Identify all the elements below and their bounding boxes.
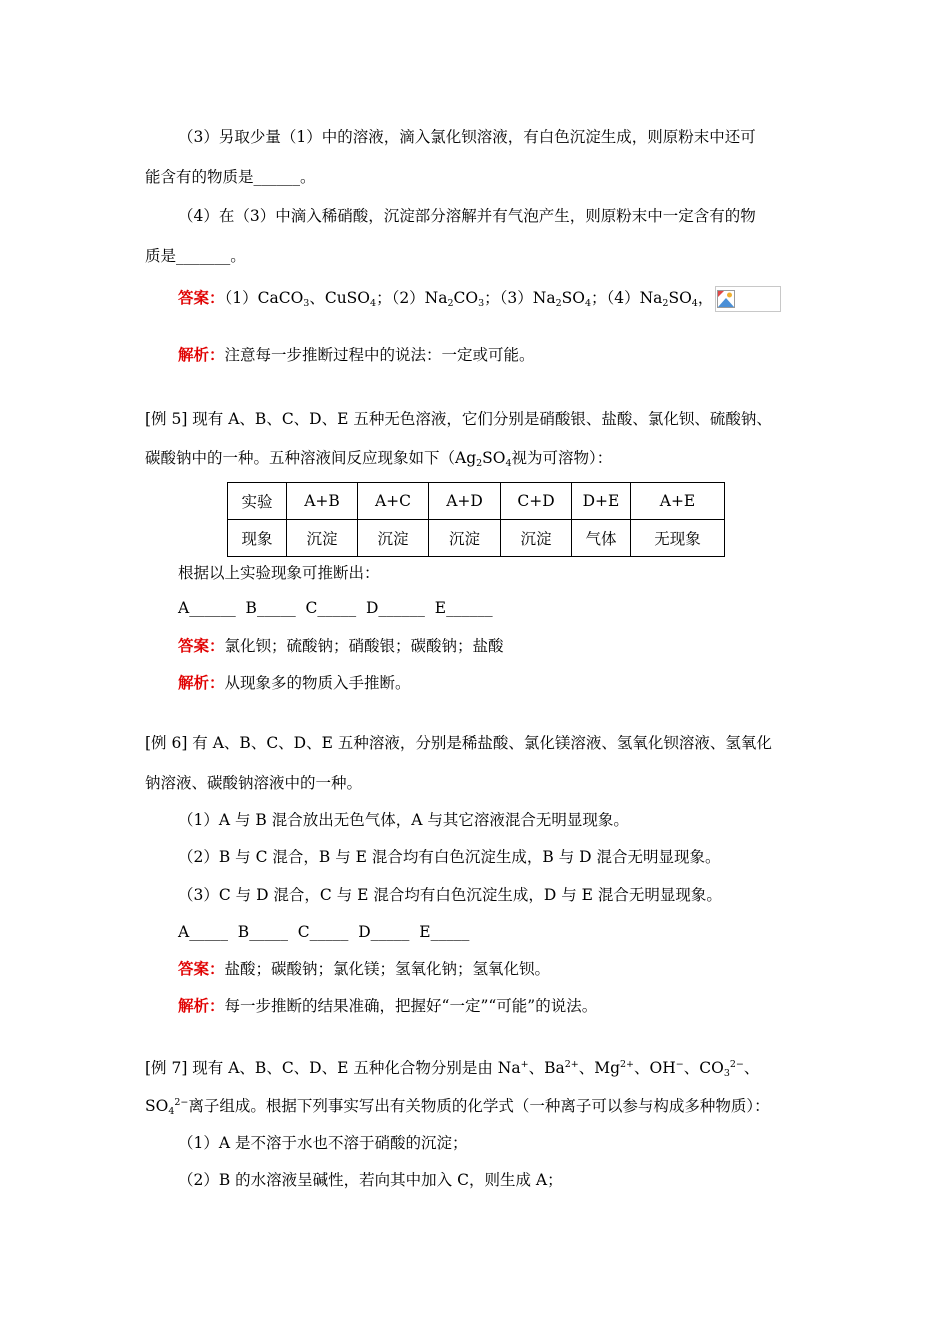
- analysis-text: 从现象多的物质入手推断。: [224, 674, 411, 692]
- superscript: 2−: [729, 1059, 744, 1070]
- table-cell: C+D: [501, 483, 572, 520]
- example-5-line-1: [例 5] 现有 A、B、C、D、E 五种无色溶液，它们分别是硝酸银、盐酸、氯化钡、硫酸钠、: [145, 410, 772, 428]
- subscript: 3: [303, 298, 310, 309]
- answer-6-line: [178, 959, 550, 979]
- table-cell: 沉淀: [287, 520, 358, 557]
- answer-text: SO: [561, 289, 585, 307]
- answer-text: 氯化钡；硫酸钠；硝酸银；碳酸钠；盐酸: [224, 637, 504, 655]
- table-cell: 无现象: [631, 520, 725, 557]
- q4-line-2: 质是_______。: [145, 247, 246, 265]
- analysis-label: 解析：: [178, 345, 225, 364]
- subscript: 4: [168, 1106, 175, 1117]
- analysis-6-line: [178, 996, 597, 1016]
- example-7-condition-1: （1）A 是不溶于水也不溶于硝酸的沉淀；: [178, 1134, 468, 1152]
- text: 、Ba: [528, 1059, 565, 1077]
- table-cell: 沉淀: [358, 520, 429, 557]
- answer-text: SO: [668, 289, 692, 307]
- table-cell: D+E: [572, 483, 631, 520]
- reaction-table: [227, 482, 725, 557]
- subscript: 2: [555, 298, 562, 309]
- subscript: 2: [476, 458, 483, 469]
- table-cell: 气体: [572, 520, 631, 557]
- table-header-row: [228, 483, 725, 520]
- answer-label: 答案：: [178, 959, 225, 978]
- text: 离子组成。根据下列事实写出有关物质的化学式（一种离子可以参与构成多种物质）：: [188, 1097, 770, 1115]
- table-row: [228, 520, 725, 557]
- subscript: 4: [584, 298, 591, 309]
- answer-label: 答案：: [178, 288, 225, 307]
- analysis-5-line: [178, 673, 411, 693]
- text: 、CO: [683, 1059, 724, 1077]
- example-7-condition-2: （2）B 的水溶液呈碱性，若向其中加入 C，则生成 A；: [178, 1171, 563, 1189]
- table-cell: 现象: [228, 520, 287, 557]
- q3-line-2: 能含有的物质是______。: [145, 168, 316, 186]
- answer-label: 答案：: [178, 636, 225, 655]
- analysis-label: 解析：: [178, 996, 225, 1015]
- text: 视为可溶物）：: [511, 449, 613, 467]
- superscript: 2+: [564, 1059, 579, 1070]
- example-6-blanks: A_____ B_____ C_____ D_____ E_____: [178, 923, 470, 941]
- text: 、OH: [634, 1059, 676, 1077]
- answer-4-line: [178, 286, 781, 312]
- example-7-line-1: [145, 1058, 759, 1078]
- table-cell: 沉淀: [501, 520, 572, 557]
- table-cell: A+E: [631, 483, 725, 520]
- answer-text: ；（4）Na: [591, 289, 663, 307]
- text: 、Mg: [578, 1059, 621, 1077]
- example-6-condition-3: （3）C 与 D 混合，C 与 E 混合均有白色沉淀生成，D 与 E 混合无明显现象。: [178, 886, 722, 904]
- table-cell: A+D: [429, 483, 501, 520]
- example-6-condition-1: （1）A 与 B 混合放出无色气体，A 与其它溶液混合无明显现象。: [178, 811, 629, 829]
- subscript: 2: [447, 298, 454, 309]
- table-cell: A+C: [358, 483, 429, 520]
- analysis-text: 每一步推断的结果准确，把握好“一定”“可能”的说法。: [224, 997, 598, 1015]
- analysis-text: 注意每一步推断过程中的说法：一定或可能。: [224, 346, 535, 364]
- q3-line-1: （3）另取少量（1）中的溶液，滴入氯化钡溶液，有白色沉淀生成，则原粉末中还可: [178, 128, 756, 146]
- subscript: 2: [662, 298, 669, 309]
- subscript: 4: [691, 298, 698, 309]
- subscript: 3: [478, 298, 485, 309]
- q4-line-1: （4）在（3）中滴入稀硝酸，沉淀部分溶解并有气泡产生，则原粉末中一定含有的物: [178, 207, 756, 225]
- text: [例 7] 现有 A、B、C、D、E 五种化合物分别是由 Na: [145, 1059, 521, 1077]
- subscript: 3: [723, 1068, 730, 1079]
- example-5-line-2: [145, 448, 612, 468]
- broken-image-icon: [715, 286, 781, 312]
- superscript: 2−: [174, 1097, 189, 1108]
- answer-5-line: [178, 636, 504, 656]
- example-7-line-2: [145, 1096, 770, 1116]
- example-6-line-1: [例 6] 有 A、B、C、D、E 五种溶液，分别是稀盐酸、氯化镁溶液、氢氧化钡溶液、氢氧化: [145, 734, 772, 752]
- answer-text: ；（3）Na: [484, 289, 556, 307]
- superscript: 2+: [620, 1059, 635, 1070]
- subscript: 4: [370, 298, 377, 309]
- table-cell: A+B: [287, 483, 358, 520]
- text: SO: [482, 449, 506, 467]
- text: 碳酸钠中的一种。五种溶液间反应现象如下（Ag: [145, 449, 477, 467]
- answer-text: CO: [453, 289, 479, 307]
- example-5-infer: 根据以上实验现象可推断出：: [178, 564, 380, 582]
- answer-text: 盐酸；碳酸钠；氯化镁；氢氧化钠；氢氧化钡。: [224, 960, 551, 978]
- text: 、: [743, 1059, 760, 1077]
- example-6-condition-2: （2）B 与 C 混合，B 与 E 混合均有白色沉淀生成，B 与 D 混合无明显现象。: [178, 848, 721, 866]
- superscript: +: [520, 1059, 529, 1070]
- answer-text: ，: [697, 289, 714, 307]
- table-cell: 沉淀: [429, 520, 501, 557]
- answer-text: ；（2）Na: [376, 289, 448, 307]
- subscript: 4: [505, 458, 512, 469]
- superscript: −: [675, 1059, 684, 1070]
- answer-text: （1）CaCO: [224, 289, 304, 307]
- example-6-line-2: 钠溶液、碳酸钠溶液中的一种。: [145, 774, 363, 792]
- text: SO: [145, 1097, 169, 1115]
- analysis-4-line: [178, 345, 535, 365]
- table-cell: 实验: [228, 483, 287, 520]
- example-5-blanks: A______ B_____ C_____ D______ E______: [178, 599, 493, 617]
- analysis-label: 解析：: [178, 673, 225, 692]
- answer-text: 、CuSO: [309, 289, 371, 307]
